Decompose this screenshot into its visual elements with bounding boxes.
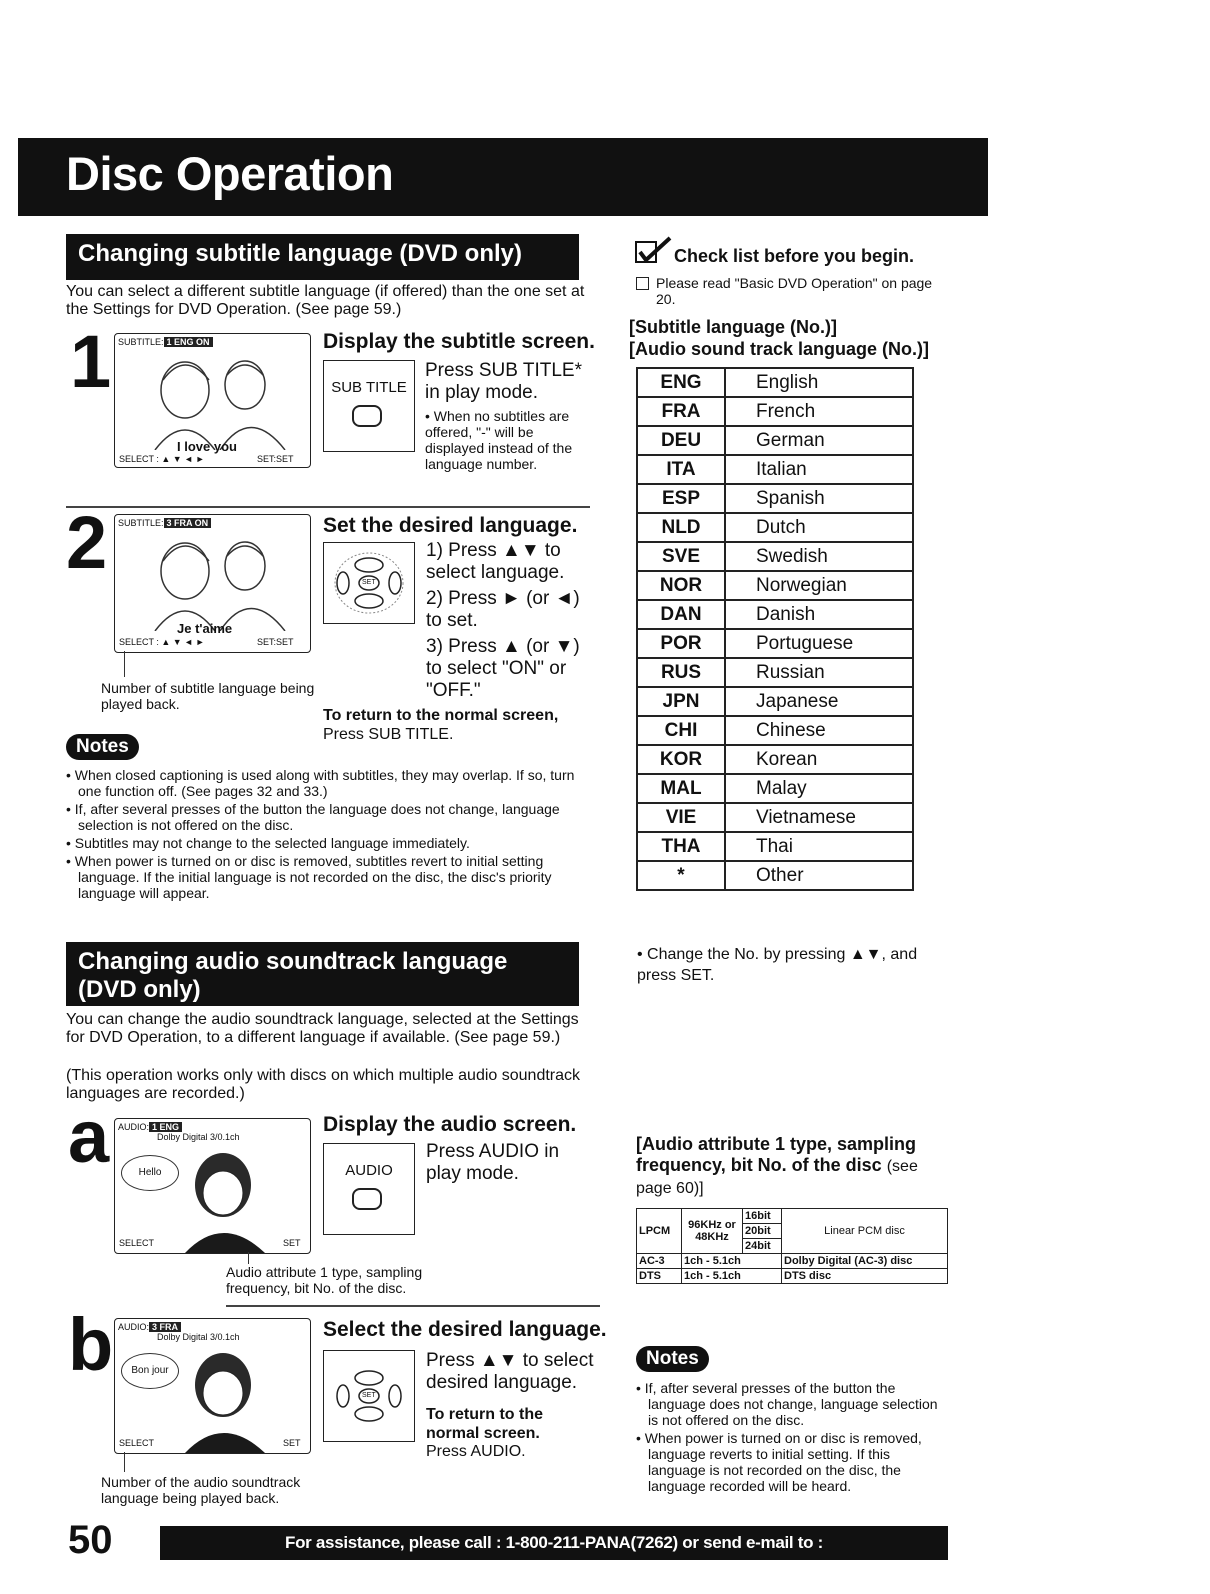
speech-bubble: Bon jour: [121, 1353, 179, 1389]
osd-select: SELECT: [119, 1438, 155, 1448]
language-code: KOR: [637, 745, 725, 774]
note-item: • If, after several presses of the button the language does not change, language selection is not offered on the disc.: [636, 1380, 946, 1428]
language-row: [637, 368, 913, 397]
language-row: [637, 861, 913, 890]
language-code: DEU: [637, 426, 725, 455]
language-name: Danish: [725, 600, 913, 629]
language-name: German: [725, 426, 913, 455]
step-b-number: b: [68, 1303, 114, 1386]
language-name: Chinese: [725, 716, 913, 745]
osd-set: SET: [283, 1238, 301, 1248]
audio-number-callout: Number of the audio soundtrack language being played back.: [101, 1474, 301, 1506]
osd-select: SELECT: [119, 1238, 155, 1248]
dpad-set-label: SET: [362, 1392, 376, 1399]
step-2-title: Set the desired language.: [323, 514, 578, 537]
note-item: • When closed captioning is used along with subtitles, they may overlap. If so, turn one function off. (See pages 32 and 33.): [66, 767, 596, 799]
language-name: English: [725, 368, 913, 397]
language-name: Vietnamese: [725, 803, 913, 832]
language-row: [637, 774, 913, 803]
attr-ac3-ch: 1ch - 5.1ch: [682, 1254, 782, 1269]
audio-intro-2: (This operation works only with discs on which multiple audio soundtrack languages are recorded.): [66, 1067, 581, 1102]
step-a-instruction: Press AUDIO in play mode.: [426, 1141, 560, 1184]
man-illustration: [175, 1143, 285, 1253]
attr-dts: DTS: [637, 1269, 682, 1284]
step-1-note: • When no subtitles are offered, "-" will be displayed instead of the language number.: [425, 408, 573, 472]
audio-button-box: [323, 1143, 415, 1235]
osd-select: SELECT : ▲ ▼ ◄ ►: [119, 454, 205, 464]
language-row: [637, 745, 913, 774]
language-code: SVE: [637, 542, 725, 571]
language-code: MAL: [637, 774, 725, 803]
language-name: Portuguese: [725, 629, 913, 658]
return-text: Press AUDIO.: [426, 1443, 526, 1460]
attr-table-title: [Audio attribute 1 type, sampling frequency, bit No. of the disc (see page 60)]: [636, 1134, 918, 1197]
language-row: [637, 832, 913, 861]
step-1-title: Display the subtitle screen.: [323, 330, 595, 353]
osd-audio-format: Dolby Digital 3/0.1ch: [157, 1332, 240, 1342]
step-2-number: 2: [66, 501, 108, 584]
language-code: NOR: [637, 571, 725, 600]
language-row: [637, 484, 913, 513]
note-item: • If, after several presses of the button the language does not change, language selection is not offered on the disc.: [66, 801, 596, 833]
language-name: Dutch: [725, 513, 913, 542]
attr-bit: 20bit: [743, 1224, 782, 1239]
language-code: NLD: [637, 513, 725, 542]
step-2-instruction-1: 1) Press ▲▼ to select language.: [426, 540, 565, 583]
subtitle-screen-2: [114, 514, 311, 653]
dpad-box: [323, 542, 415, 624]
osd-bar: SUBTITLE: 3 FRA ON: [118, 518, 211, 528]
attr-freq: 96KHz or 48KHz: [682, 1209, 743, 1254]
audio-attribute-callout: Audio attribute 1 type, sampling frequency, bit No. of the disc.: [226, 1264, 423, 1296]
dpad-set-label: SET: [362, 579, 376, 586]
osd-select: SELECT : ▲ ▼ ◄ ►: [119, 637, 205, 647]
step-a-title: Display the audio screen.: [323, 1113, 577, 1136]
language-name: Italian: [725, 455, 913, 484]
attr-dts-desc: DTS disc: [782, 1269, 948, 1284]
attr-ac3-desc: Dolby Digital (AC-3) disc: [782, 1254, 948, 1269]
return-title: To return to the normal screen.: [426, 1406, 544, 1442]
subtitle-number-callout: Number of subtitle language being played back.: [101, 680, 315, 712]
osd-set: SET:SET: [257, 454, 294, 464]
language-row: [637, 803, 913, 832]
subtitle-caption: I love you: [177, 439, 237, 454]
language-name: Thai: [725, 832, 913, 861]
language-row: [637, 513, 913, 542]
language-row: [637, 397, 913, 426]
language-row: [637, 716, 913, 745]
couple-illustration: [135, 350, 305, 450]
notes-badge: Notes: [636, 1346, 709, 1372]
language-name: Swedish: [725, 542, 913, 571]
attr-lpcm: LPCM: [637, 1209, 682, 1254]
sub-title-button-box: [323, 360, 415, 452]
language-name: Russian: [725, 658, 913, 687]
audio-screen-a: [114, 1118, 311, 1254]
audio-notes-list: [636, 1380, 946, 1496]
step-1-instruction: Press SUB TITLE* in play mode.: [425, 360, 582, 403]
attr-ac3: AC-3: [637, 1254, 682, 1269]
language-code: DAN: [637, 600, 725, 629]
page-title-bar: [18, 138, 988, 216]
checkmark-icon: [634, 236, 674, 266]
attr-bit: 16bit: [743, 1209, 782, 1224]
note-item: • Subtitles may not change to the selected language immediately.: [66, 835, 596, 851]
language-row: [637, 600, 913, 629]
language-name: French: [725, 397, 913, 426]
language-name: Spanish: [725, 484, 913, 513]
osd-set: SET: [283, 1438, 301, 1448]
audio-screen-b: [114, 1318, 311, 1454]
note-item: • When power is turned on or disc is removed, language reverts to initial setting. If this language is not recorded on the disc, the language recorded will be heard.: [636, 1430, 946, 1494]
sub-title-button-icon: [352, 405, 382, 427]
callout-line: [124, 651, 125, 677]
language-code: VIE: [637, 803, 725, 832]
page-number: 50: [68, 1518, 113, 1562]
language-row: [637, 629, 913, 658]
couple-illustration: [135, 531, 305, 631]
language-code: CHI: [637, 716, 725, 745]
lang-table-title-2: [Audio sound track language (No.)]: [629, 339, 929, 359]
osd-bar: SUBTITLE: 1 ENG ON: [118, 337, 213, 347]
step-1-number: 1: [70, 320, 112, 403]
language-row: [637, 687, 913, 716]
audio-attribute-table: [636, 1208, 948, 1284]
language-code: ITA: [637, 455, 725, 484]
divider: [226, 1305, 600, 1307]
callout-line: [124, 1452, 125, 1472]
step-2-instruction-2: 2) Press ► (or ◄) to set.: [426, 588, 580, 631]
language-code: ESP: [637, 484, 725, 513]
language-code: FRA: [637, 397, 725, 426]
audio-section-heading: Changing audio soundtrack language (DVD only): [66, 942, 579, 1006]
subtitle-section-heading: Changing subtitle language (DVD only): [66, 234, 579, 280]
audio-intro: You can change the audio soundtrack language, selected at the Settings for DVD Operation, to a different language if available. (See page 59.): [66, 1011, 579, 1046]
osd-set: SET:SET: [257, 637, 294, 647]
step-a-number: a: [68, 1095, 110, 1178]
osd-bar: AUDIO: 3 FRA: [118, 1322, 181, 1332]
osd-audio-format: Dolby Digital 3/0.1ch: [157, 1132, 240, 1142]
language-code: POR: [637, 629, 725, 658]
assistance-footer: For assistance, please call : 1-800-211-PANA(7262) or send e-mail to : consumerproducts@panasonic.com: [160, 1526, 948, 1560]
language-code: THA: [637, 832, 725, 861]
osd-bar: AUDIO: 1 ENG: [118, 1122, 182, 1132]
dpad-box: [323, 1350, 415, 1442]
language-code: RUS: [637, 658, 725, 687]
subtitle-notes-list: [66, 767, 596, 903]
divider: [66, 506, 590, 508]
language-name: Korean: [725, 745, 913, 774]
language-code: *: [637, 861, 725, 890]
language-name: Other: [725, 861, 913, 890]
step-b-instruction: Press ▲▼ to select desired language.: [426, 1350, 594, 1393]
checklist-item: Please read "Basic DVD Operation" on page 20.: [656, 275, 933, 307]
sub-title-button-label: SUB TITLE: [331, 379, 407, 396]
callout-line: [248, 1252, 249, 1264]
note-item: • When power is turned on or disc is removed, subtitles revert to initial setting language. If the initial language is not recorded on the disc, the disc's priority language will appear.: [66, 853, 596, 901]
step-b-title: Select the desired language.: [323, 1318, 607, 1341]
audio-button-icon: [352, 1188, 382, 1210]
subtitle-intro: You can select a different subtitle language (if offered) than the one set at the Settings for DVD Operation. (See page 59.): [66, 283, 585, 318]
lang-table-note: • Change the No. by pressing ▲▼, and press SET.: [637, 946, 918, 984]
language-code: JPN: [637, 687, 725, 716]
attr-dts-ch: 1ch - 5.1ch: [682, 1269, 782, 1284]
subtitle-screen-1: [114, 333, 311, 468]
checkbox-icon: [636, 277, 649, 290]
audio-button-label: AUDIO: [345, 1162, 393, 1179]
language-row: [637, 571, 913, 600]
step-2-instruction-3: 3) Press ▲ (or ▼) to select "ON" or "OFF.": [426, 636, 580, 701]
language-table: [636, 367, 914, 891]
lang-table-title-1: [Subtitle language (No.)]: [629, 317, 837, 337]
attr-bit: 24bit: [743, 1239, 782, 1254]
language-row: [637, 455, 913, 484]
notes-badge: Notes: [66, 734, 139, 760]
language-name: Japanese: [725, 687, 913, 716]
return-text: Press SUB TITLE.: [323, 726, 454, 743]
page-title: Disc Operation: [66, 147, 394, 200]
attr-lpcm-desc: Linear PCM disc: [782, 1209, 948, 1254]
man-illustration: [175, 1343, 285, 1453]
language-name: Norwegian: [725, 571, 913, 600]
speech-bubble: Hello: [121, 1155, 179, 1191]
language-row: [637, 658, 913, 687]
checklist-title: Check list before you begin.: [674, 246, 915, 266]
subtitle-caption: Je t'aime: [177, 621, 233, 636]
language-row: [637, 542, 913, 571]
language-code: ENG: [637, 368, 725, 397]
language-name: Malay: [725, 774, 913, 803]
language-row: [637, 426, 913, 455]
return-title: To return to the normal screen,: [323, 707, 559, 724]
